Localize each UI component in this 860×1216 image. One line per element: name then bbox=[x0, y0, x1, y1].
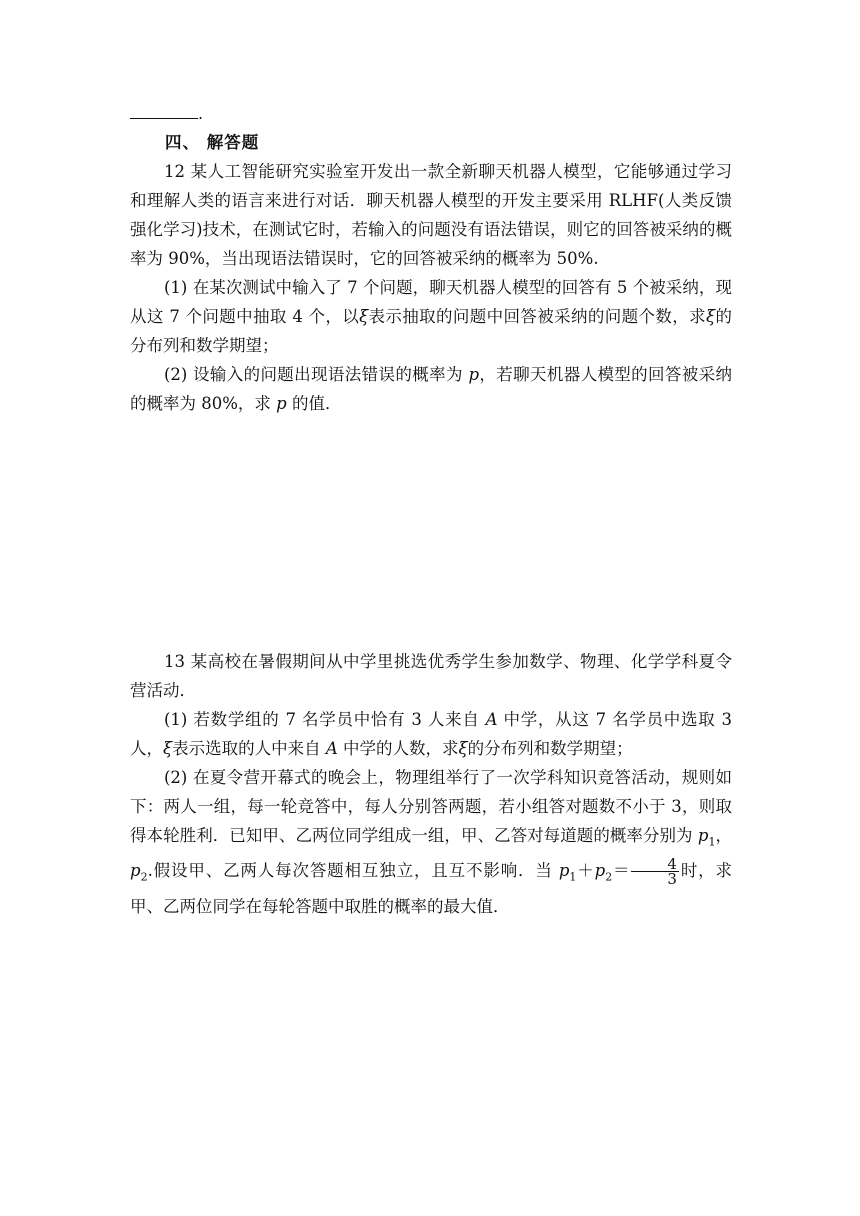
q13-part2-text-a: (2) 在夏令营开幕式的晚会上，物理组举行了一次学科知识竞答活动，规则如下：两人一组，每一轮竞答中，每人分别答两题，若小组答对题数不小于 3，则取得本轮胜利．已知甲、乙两位同学组成一组，甲、乙答对每道题的概率分别为 bbox=[130, 768, 732, 845]
question-12 bbox=[130, 157, 732, 418]
q12-part1-text-a: (1) 在某次测试中输入了 7 个问题，聊天机器人模型的回答有 5 个被采纳，现从这 7 个问题中抽取 4 个，以 bbox=[130, 278, 732, 326]
q13-part1-text-b: 中学，从这 7 名学员中选取 3 人， bbox=[130, 710, 732, 758]
plus-sign: ＋ bbox=[576, 861, 595, 881]
subscript: 2 bbox=[140, 870, 148, 884]
section-title: 四、 解答题 bbox=[165, 133, 260, 152]
q12-part1 bbox=[130, 273, 732, 360]
subscript: 1 bbox=[569, 870, 577, 884]
q12-part2 bbox=[130, 360, 732, 418]
p-symbol: p bbox=[276, 394, 287, 413]
school-a-symbol: A bbox=[485, 710, 498, 729]
q13-part2 bbox=[130, 763, 732, 921]
p-symbol: p bbox=[468, 365, 480, 384]
q12-part1-text-c: 的分布列和数学期望； bbox=[130, 307, 733, 355]
fraction-denominator: 3 bbox=[667, 870, 677, 889]
p-symbol: p bbox=[697, 826, 709, 845]
fraction-numerator: 4 bbox=[631, 857, 679, 872]
p-symbol: p bbox=[558, 861, 570, 881]
xi-symbol: ξ bbox=[706, 307, 716, 326]
subscript: 2 bbox=[605, 870, 613, 884]
p-symbol: p bbox=[130, 861, 141, 881]
q12-stem: 12 某人工智能研究实验室开发出一款全新聊天机器人模型，它能够通过学习和理解人类的语言来进行对话．聊天机器人模型的开发主要采用 RLHF(人类反馈强化学习)技术，在测试它时，若输入的问题没有语法错误，则它的回答被采纳的概率为 90%，当出现语法错误时，它的回答被采纳的概率为 50%. bbox=[130, 162, 732, 268]
q13-part1-text-e: 的分布列和数学期望； bbox=[467, 739, 633, 758]
q13-part1-text-a: (1) 若数学组的 7 名学员中恰有 3 人来自 bbox=[164, 710, 486, 729]
comma: ， bbox=[715, 826, 732, 845]
xi-symbol: ξ bbox=[458, 739, 468, 758]
xi-symbol: ξ bbox=[359, 307, 369, 326]
q12-part2-text-b: ，若聊天机器人模型的回答被采纳的概率为 80%，求 bbox=[130, 365, 732, 413]
school-a-symbol: A bbox=[325, 739, 338, 758]
q13-part2-text-b: .假设甲、乙两人每次答题相互独立，且互不影响．当 bbox=[147, 861, 559, 881]
q13-stem: 13 某高校在暑假期间从中学里挑选优秀学生参加数学、物理、化学学科夏令营活动． bbox=[130, 652, 732, 700]
q12-part2-text-c: 的值． bbox=[286, 394, 342, 413]
q13-part1-text-c: 表示选取的人中来自 bbox=[172, 739, 326, 758]
subscript: 1 bbox=[708, 835, 716, 849]
question-13 bbox=[130, 647, 732, 921]
equals-sign: ＝ bbox=[612, 861, 631, 881]
blank-underline bbox=[130, 104, 198, 119]
xi-symbol: ξ bbox=[163, 739, 173, 758]
answer-blank bbox=[130, 104, 203, 124]
q12-part1-text-b: 表示抽取的问题中回答被采纳的问题个数，求 bbox=[368, 307, 707, 326]
p-symbol: p bbox=[594, 861, 606, 881]
q13-part1 bbox=[130, 705, 732, 763]
q12-part2-text-a: (2) 设输入的问题出现语法错误的概率为 bbox=[164, 365, 469, 384]
q13-part1-text-d: 中学的人数，求 bbox=[337, 739, 459, 758]
blank-trail: . bbox=[198, 104, 204, 123]
q13-part2-text-c: 时，求甲、乙两位同学在每轮答题中取胜的概率的最大值． bbox=[130, 861, 733, 916]
fraction bbox=[631, 855, 679, 889]
